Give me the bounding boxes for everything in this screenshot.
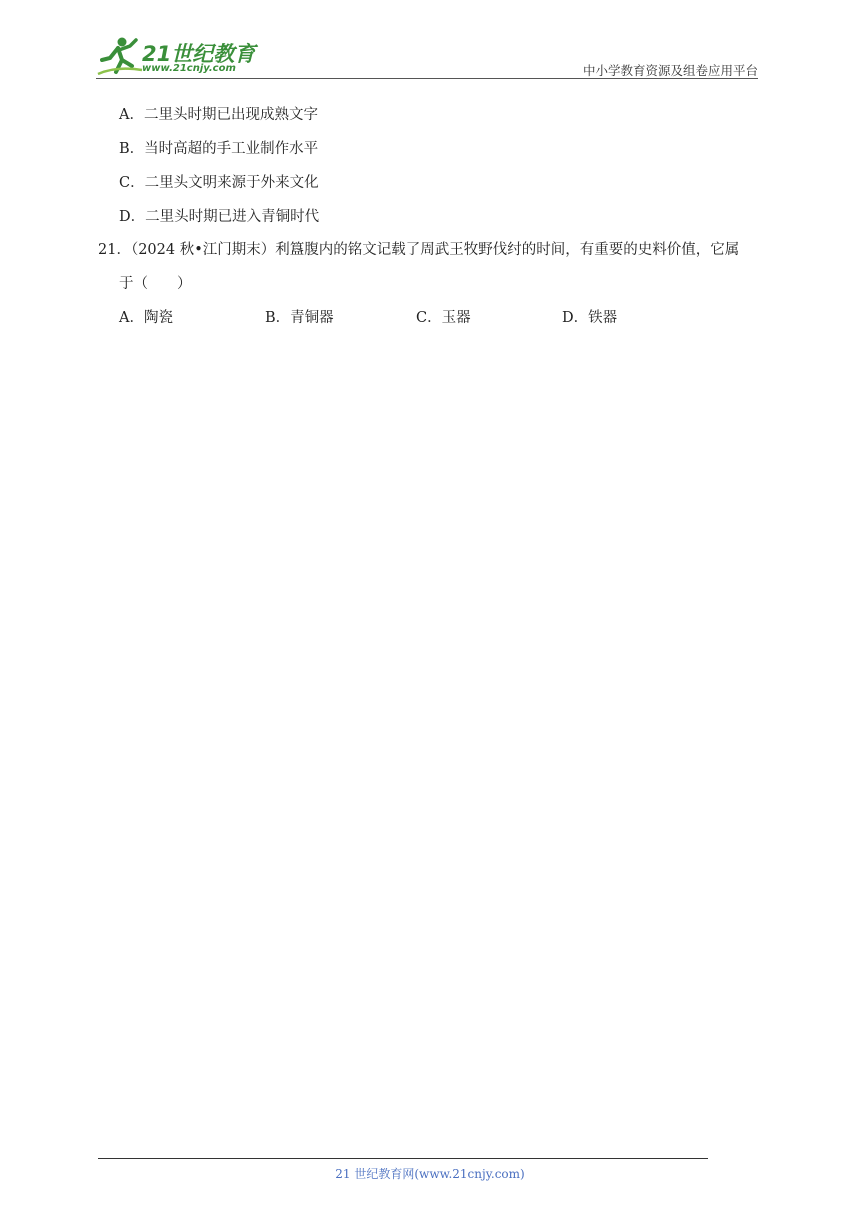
option-a: A．二里头时期已出现成熟文字 — [119, 107, 318, 123]
logo-text: 21世纪教育 — [142, 42, 256, 66]
question-stem-line1: 21．（2024 秋•江门期末）利簋腹内的铭文记载了周武王牧野伐纣的时间，有重要的史料价值，它属 — [98, 242, 740, 258]
option-b: B．青铜器 — [265, 310, 334, 326]
option-a: A．陶瓷 — [119, 310, 173, 326]
page-header — [96, 30, 758, 80]
logo — [96, 36, 266, 76]
platform-title: 中小学教育资源及组卷应用平台 — [582, 63, 758, 78]
footer-divider — [98, 1158, 708, 1159]
option-d: D．二里头时期已进入青铜时代 — [119, 209, 320, 225]
footer-text: 21 世纪教育网(www.21cnjy.com) — [335, 1167, 525, 1181]
option-c: C．玉器 — [416, 310, 471, 326]
question-21-options — [119, 308, 679, 328]
question-stem-line2: 于（ ） — [119, 276, 192, 292]
header-divider — [96, 78, 758, 79]
option-b: B．当时高超的手工业制作水平 — [119, 141, 319, 157]
runner-logo-icon — [96, 36, 144, 76]
option-d: D．铁器 — [562, 310, 618, 326]
logo-url: www.21cnjy.com — [142, 63, 236, 74]
option-c: C．二里头文明来源于外来文化 — [119, 175, 319, 191]
